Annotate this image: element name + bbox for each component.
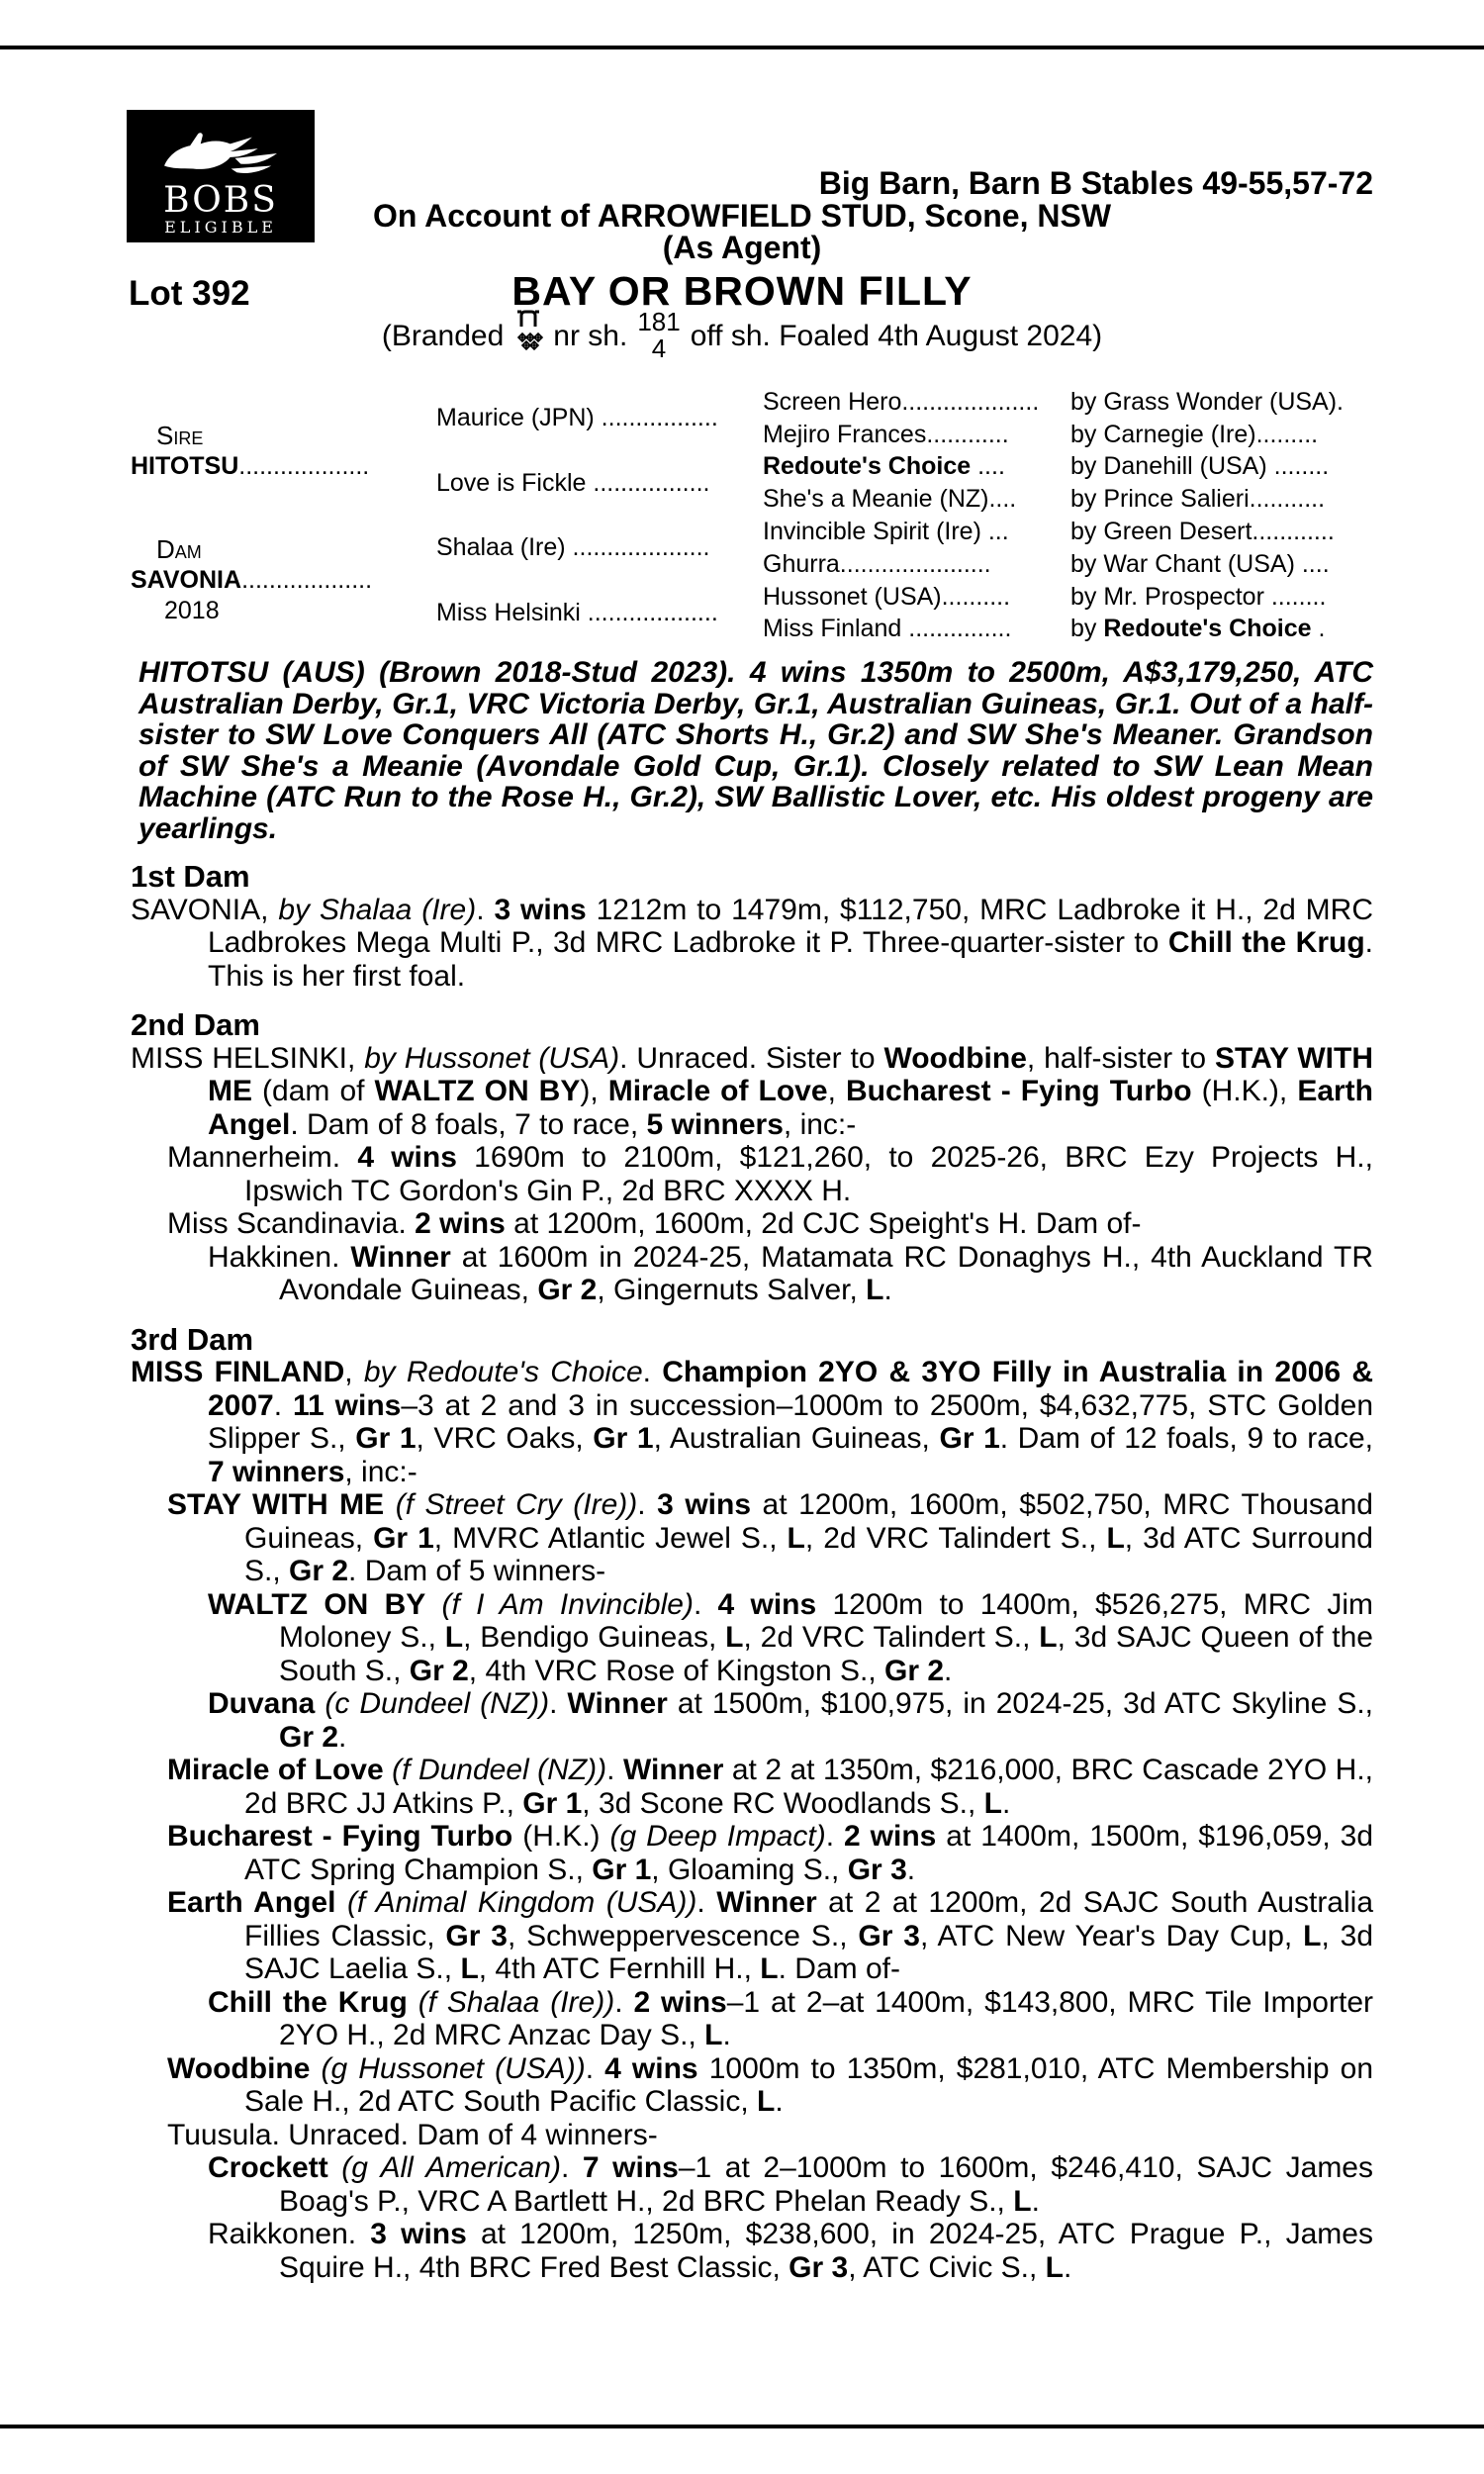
text-run: Bucharest - Fying Turbo	[845, 1075, 1192, 1107]
text-run: Bucharest - Fying Turbo	[167, 1820, 513, 1853]
text-run: , Australian Guineas,	[653, 1422, 940, 1455]
text-run: by Carnegie (Ire).........	[1070, 420, 1319, 448]
gen1-name	[131, 565, 372, 596]
pedigree-gen2-cell: Love is Fickle .................	[436, 468, 710, 497]
text-run: Gr 2	[409, 1654, 469, 1687]
text-run: Winner	[567, 1687, 668, 1720]
horse-entry	[131, 1588, 1373, 1688]
text-run: .	[1001, 1786, 1011, 1820]
text-run: MISS FINLAND	[131, 1356, 345, 1388]
text-run: (g Deep Impact)	[609, 1820, 826, 1853]
pedigree-gen3-row	[763, 386, 1373, 419]
text-run: Gr 2	[884, 1654, 945, 1687]
text-run: Redoute's Choice	[1103, 615, 1312, 643]
brand-number-bottom: 4	[651, 333, 667, 363]
text-run: STAY WITH ME	[208, 1041, 1373, 1107]
dam-heading: 2nd Dam	[131, 1007, 260, 1042]
text-run: Earth Angel	[208, 1075, 1373, 1141]
horse-entry	[131, 1986, 1373, 2052]
text-run: , half-sister to	[1026, 1041, 1215, 1075]
text-run: , 3d Scone RC Woodlands S.,	[582, 1786, 984, 1820]
top-rule	[0, 46, 1484, 49]
text-run: Crockett	[208, 2151, 328, 2184]
text-run: (f Dundeel (NZ))	[392, 1754, 607, 1786]
text-run: (H.K.)	[512, 1820, 610, 1853]
text-run: ...................	[241, 566, 373, 595]
pedigree-gen2-cell: Shalaa (Ire) ....................	[436, 533, 710, 562]
text-run: MISS HELSINKI,	[131, 1041, 365, 1075]
text-run: Screen Hero....................	[763, 387, 1040, 416]
gen3-sire	[1070, 615, 1373, 643]
text-run: .	[722, 2019, 731, 2051]
text-run: ...................	[238, 451, 370, 480]
text-run: HITOTSU	[131, 451, 239, 480]
text-run: by	[1070, 615, 1104, 643]
text-run: 1200m to 1400m, $526,275, MRC Jim Moloney S.,	[279, 1587, 1374, 1654]
brand-number-fraction	[637, 309, 680, 362]
text-run: Gr 1	[355, 1422, 417, 1455]
pedigree-gen2-cell: Maurice (JPN) .................	[436, 404, 718, 432]
text-run: Gr 3	[847, 1853, 907, 1886]
text-run: . Dam of-	[778, 1952, 900, 1985]
text-run: L	[983, 1786, 1002, 1820]
text-run: L	[1106, 1521, 1125, 1555]
horse-entry	[131, 1886, 1373, 1986]
text-run: at 1200m, 1600m, $502,750, MRC Thousand Guineas,	[244, 1488, 1373, 1555]
text-run: at 1600m in 2024-25, Matamata RC Donaghys H., 4th Auckland TR Avondale Guineas,	[279, 1240, 1373, 1306]
text-run: , 2d VRC Talindert S.,	[804, 1521, 1107, 1555]
logo-text-eligible: ELIGIBLE	[164, 218, 277, 237]
text-run: (H.K.),	[1191, 1075, 1298, 1107]
text-run: 3 wins	[494, 893, 587, 926]
text-run: Gr 1	[592, 1853, 652, 1886]
text-run: Hakkinen.	[208, 1240, 351, 1274]
text-run: by Grass Wonder (USA).	[1070, 387, 1345, 416]
text-run: ),	[580, 1075, 608, 1107]
text-run: . Dam of 5 winners-	[348, 1555, 606, 1587]
horse-entry	[131, 2052, 1373, 2119]
pedigree-gen3-row	[763, 516, 1373, 548]
horse-entry	[131, 2119, 1373, 2152]
text-run: .	[642, 1356, 663, 1388]
text-run: L	[866, 1274, 884, 1306]
consignor-line: On Account of ARROWFIELD STUD, Scone, NSW	[372, 198, 1112, 234]
pedigree-gen3-row	[763, 614, 1373, 646]
text-run	[425, 1588, 441, 1621]
text-run: Gr 1	[593, 1422, 654, 1455]
text-run: , 2d VRC Talindert S.,	[743, 1621, 1040, 1654]
text-run: Gr 1	[373, 1521, 434, 1555]
horse-entry	[131, 1042, 1373, 1142]
text-run: WALTZ ON BY	[208, 1587, 426, 1621]
text-run: L	[756, 2085, 776, 2118]
page-title: BAY OR BROWN FILLY	[511, 268, 973, 314]
text-run: L	[1013, 2184, 1032, 2218]
text-run: at 1200m, 1600m, 2d CJC Speight's H. Dam of-	[505, 1207, 1142, 1240]
brand-mark-icon	[511, 309, 545, 360]
text-run: WALTZ ON BY	[374, 1075, 581, 1107]
text-run: Earth Angel	[167, 1886, 336, 1919]
text-run: . This is her first foal.	[208, 926, 1373, 993]
text-run: Mejiro Frances............	[763, 420, 1009, 448]
text-run: Gr 3	[788, 2250, 849, 2284]
text-run: , Schweppervescence S.,	[507, 1919, 859, 1952]
text-run: L	[1045, 2250, 1064, 2284]
dam-heading: 3rd Dam	[131, 1321, 254, 1357]
pedigree-gen3-row	[763, 419, 1373, 451]
text-run: 1212m to 1479m, $112,750, MRC Ladbroke it H., 2d MRC Ladbrokes Mega Multi P., 3d MRC Ladbroke it P. Three-quarter-sister to	[208, 893, 1374, 959]
text-run: Miracle of Love	[167, 1754, 384, 1786]
text-run	[335, 1886, 347, 1919]
text-run: Ghurra......................	[763, 549, 991, 578]
text-run: Gr 1	[939, 1422, 1000, 1455]
text-run: .	[1064, 2250, 1072, 2284]
gen3-name	[763, 485, 1070, 514]
text-run: .	[906, 1853, 916, 1886]
text-run: , Gloaming S.,	[651, 1853, 848, 1886]
text-run: 4 wins	[717, 1587, 817, 1621]
gen3-name	[763, 421, 1070, 449]
text-run: Champion 2YO & 3YO Filly in Australia in 2006 & 2007	[208, 1356, 1374, 1422]
horse-entry	[131, 2151, 1373, 2218]
text-run: by Hussonet (USA)	[364, 1041, 620, 1075]
text-run: (c Dundeel (NZ))	[325, 1687, 550, 1720]
text-run: ....	[971, 452, 1005, 481]
gen3-sire	[1070, 550, 1373, 579]
text-run: 2 wins	[633, 1985, 727, 2019]
text-run: by Danehill (USA) ........	[1070, 452, 1330, 481]
text-run: 1690m to 2100m, $121,260, to 2025-26, BRC Ezy Projects H., Ipswich TC Gordon's Gin P., 2d BRC XXXX H.	[244, 1141, 1373, 1207]
text-run: She's a Meanie (NZ)....	[763, 485, 1017, 514]
gen3-name	[763, 550, 1070, 579]
text-run: L	[725, 1621, 744, 1654]
pedigree-gen3-row	[763, 548, 1373, 581]
text-run: .	[614, 1985, 634, 2019]
pedigree-table	[131, 386, 1373, 645]
text-run: –1 at 2–1000m to 1600m, $246,410, SAJC James Boag's P., VRC A Bartlett H., 2d BRC Phelan Ready S.,	[279, 2151, 1373, 2218]
text-run	[408, 1986, 418, 2019]
text-run: Redoute's Choice	[763, 452, 972, 481]
text-run: .	[338, 1720, 347, 1754]
text-run: , 3d ATC Surround S.,	[244, 1521, 1373, 1587]
text-run: STAY WITH ME	[167, 1488, 385, 1521]
pedigree-gen1-dam	[131, 516, 436, 645]
text-run: –1 at 2–at 1400m, $143,800, MRC Tile Importer 2YO H., 2d MRC Anzac Day S.,	[279, 1985, 1373, 2051]
text-run: at 2 at 1350m, $216,000, BRC Cascade 2YO H., 2d BRC JJ Atkins P.,	[244, 1754, 1373, 1820]
text-run: by Shalaa (Ire)	[278, 893, 477, 926]
text-run: Duvana	[208, 1687, 316, 1720]
text-run: 5 winners	[646, 1107, 784, 1141]
text-run: .	[476, 893, 495, 926]
text-run: .	[693, 1587, 718, 1621]
dam-year: 2018	[164, 597, 220, 625]
text-run: by War Chant (USA) ....	[1070, 549, 1330, 578]
text-run: , 4th ATC Fernhill H.,	[478, 1952, 761, 1985]
brand-suffix: off sh. Foaled 4th August 2024)	[690, 319, 1103, 352]
text-run: (f I Am Invincible)	[441, 1587, 694, 1621]
text-run: Woodbine	[883, 1041, 1027, 1075]
text-run: .	[606, 1754, 623, 1786]
text-run: .	[273, 1388, 294, 1422]
text-run: L	[1039, 1621, 1058, 1654]
brand-number-top: 181	[637, 307, 681, 336]
pedigree-gen3-row	[763, 451, 1373, 484]
text-run: Raikkonen.	[208, 2218, 371, 2250]
pedigree-gen3-row	[763, 483, 1373, 516]
horse-entry	[131, 1141, 1373, 1207]
text-run: 4 wins	[357, 1141, 457, 1174]
text-run: .	[549, 1687, 568, 1720]
text-run: Woodbine	[167, 2051, 311, 2085]
text-run: 7 winners	[208, 1455, 345, 1488]
pedigree-gen2-cell: Miss Helsinki ...................	[436, 599, 718, 627]
text-run: .	[1031, 2184, 1040, 2218]
horse-entry	[131, 1687, 1373, 1754]
horse-entry	[131, 1241, 1373, 1307]
text-run: Mannerheim.	[167, 1141, 358, 1174]
text-run: Invincible Spirit (Ire) ...	[763, 518, 1009, 546]
text-run: Gr 1	[522, 1786, 583, 1820]
text-run: 2 wins	[844, 1820, 937, 1853]
logo-text-bobs: BOBS	[163, 180, 278, 221]
sire-note	[139, 657, 1373, 844]
text-run: 2 wins	[415, 1207, 506, 1240]
text-run: Winner	[622, 1754, 724, 1786]
horse-entry	[131, 1820, 1373, 1886]
text-run: .	[775, 2085, 784, 2118]
text-run: Winner	[716, 1886, 817, 1919]
text-run: .	[883, 1274, 892, 1306]
text-run: at 1400m, 1500m, $196,059, 3d ATC Spring Champion S.,	[244, 1820, 1374, 1886]
text-run: by Mr. Prospector ........	[1070, 582, 1327, 611]
gen1-name	[131, 451, 369, 482]
text-run	[384, 1754, 392, 1786]
text-run: by Redoute's Choice	[363, 1356, 643, 1388]
barn-location: Big Barn, Barn B Stables 49-55,57-72	[818, 165, 1373, 201]
text-run: Gr 2	[289, 1555, 349, 1587]
horse-entry	[131, 1207, 1373, 1241]
gen3-name	[763, 518, 1070, 546]
gen3-sire	[1070, 421, 1373, 449]
text-run: .	[944, 1654, 953, 1687]
text-run: Miracle of Love	[607, 1075, 828, 1107]
text-run: .	[1311, 615, 1326, 643]
text-run	[384, 1488, 396, 1521]
pedigree-gen3-row	[763, 581, 1373, 614]
text-run: 7 wins	[582, 2151, 679, 2184]
text-run: , Gingernuts Salver,	[597, 1274, 867, 1306]
text-run: Chill the Krug	[208, 1985, 408, 2019]
text-run: 3 wins	[370, 2218, 467, 2250]
text-run: at 2 at 1200m, 2d SAJC South Australia Fillies Classic,	[244, 1886, 1374, 1952]
text-run: HITOTSU (AUS) (Brown 2018-Stud 2023). 4 wins 1350m to 2500m, A$3,179,250, ATC Australian Derby, Gr.1, VRC Victoria Derby, Gr.1, Australian Guineas, Gr.1. Out of a half-sister to SW Love Conquers All (ATC Shorts H., Gr.2) and SW She's Meaner. Grandson of SW She's a Meanie (Avondale Gold Cup, Gr.1). Closely related to SW Lean Mean Machine (ATC Run to the Rose H., Gr.2), SW Ballistic Lover, etc. His oldest progeny are yearlings.	[139, 656, 1373, 845]
horse-entry	[131, 1754, 1373, 1820]
generation-label: Sire	[156, 420, 204, 450]
text-run: (g Hussonet (USA))	[321, 2051, 586, 2085]
text-run: . Dam of 8 foals, 7 to race,	[290, 1107, 647, 1141]
text-run: , 3d SAJC Queen of the South S.,	[279, 1621, 1373, 1687]
text-run: (dam of	[252, 1075, 375, 1107]
text-run: at 1500m, $100,975, in 2024-25, 3d ATC Skyline S.,	[667, 1687, 1374, 1720]
text-run	[328, 2151, 342, 2184]
text-run: , 3d SAJC Laelia S.,	[244, 1919, 1374, 1985]
text-run: Chill the Krug	[1167, 926, 1365, 959]
text-run: 4 wins	[604, 2051, 698, 2085]
text-run: , inc:-	[783, 1107, 857, 1141]
gen3-name	[763, 615, 1070, 643]
brand-line	[0, 309, 1484, 366]
text-run: L	[1303, 1919, 1322, 1952]
text-run: (f Shalaa (Ire))	[417, 1985, 615, 2019]
bottom-rule	[0, 2425, 1484, 2428]
text-run: . Unraced. Sister to	[619, 1041, 884, 1075]
text-run: Miss Finland ...............	[763, 615, 1012, 643]
text-run: (g All American)	[341, 2151, 561, 2184]
text-run: (f Street Cry (Ire))	[395, 1488, 638, 1521]
brand-prefix: (Branded	[381, 319, 505, 352]
horse-entry	[131, 1488, 1373, 1588]
pedigree-gen1-sire	[131, 386, 436, 516]
text-run: SAVONIA,	[131, 893, 279, 926]
text-run: SAVONIA	[131, 566, 242, 595]
gen3-sire	[1070, 518, 1373, 546]
text-run: , ATC New Year's Day Cup,	[919, 1919, 1304, 1952]
gen3-sire	[1070, 485, 1373, 514]
text-run: .	[585, 2051, 605, 2085]
text-run: L	[460, 1952, 479, 1985]
text-run: 1000m to 1350m, $281,010, ATC Membership on Sale H., 2d ATC South Pacific Classic,	[244, 2051, 1374, 2118]
text-run: at 1200m, 1250m, $238,600, in 2024-25, ATC Prague P., James Squire H., 4th BRC Fred Best Classic,	[279, 2218, 1373, 2284]
text-run: , Bendigo Guineas,	[463, 1621, 726, 1654]
text-run: –3 at 2 and 3 in succession–1000m to 2500m, $4,632,775, STC Golden Slipper S.,	[208, 1388, 1374, 1455]
text-run: 3 wins	[657, 1488, 752, 1521]
text-run: by Green Desert............	[1070, 518, 1335, 546]
text-run: Miss Scandinavia.	[167, 1207, 416, 1240]
text-run: (f Animal Kingdom (USA))	[346, 1886, 697, 1919]
text-run: , inc:-	[344, 1455, 417, 1488]
text-run: .	[696, 1886, 717, 1919]
text-run: Gr 2	[537, 1274, 598, 1306]
text-run: Gr 2	[279, 1720, 339, 1754]
text-run: L	[760, 1952, 779, 1985]
text-run: ,	[344, 1356, 364, 1388]
agent-line: (As Agent)	[662, 230, 822, 265]
horse-entry	[131, 2218, 1373, 2284]
text-run: .	[637, 1488, 658, 1521]
text-run: L	[787, 1521, 805, 1555]
text-run: , ATC Civic S.,	[848, 2250, 1046, 2284]
text-run: , MVRC Atlantic Jewel S.,	[433, 1521, 788, 1555]
horse-head-icon	[157, 126, 284, 186]
text-run: 11 wins	[293, 1388, 402, 1422]
brand-near-shoulder: nr sh.	[553, 319, 628, 352]
text-run: Gr 3	[445, 1919, 508, 1952]
horse-entry	[131, 1356, 1373, 1488]
text-run: L	[704, 2019, 723, 2051]
text-run: . Dam of 12 foals, 9 to race,	[999, 1422, 1374, 1455]
text-run	[315, 1687, 325, 1720]
text-run: by Prince Salieri...........	[1070, 485, 1326, 514]
text-run: .	[560, 2151, 583, 2184]
text-run: ,	[827, 1075, 846, 1107]
gen3-name	[763, 583, 1070, 612]
text-run: Hussonet (USA)..........	[763, 582, 1011, 611]
text-run: Tuusula. Unraced. Dam of 4 winners-	[167, 2118, 658, 2151]
text-run: , 4th VRC Rose of Kingston S.,	[468, 1654, 884, 1687]
text-run: , VRC Oaks,	[416, 1422, 594, 1455]
gen3-sire	[1070, 583, 1373, 612]
text-run: L	[444, 1621, 464, 1654]
gen3-name	[763, 388, 1070, 417]
text-run	[310, 2052, 321, 2085]
gen3-sire	[1070, 452, 1373, 481]
horse-entry	[131, 894, 1373, 994]
generation-label: Dam	[156, 534, 202, 565]
lot-number: Lot 392	[129, 274, 250, 313]
text-run: Gr 3	[858, 1919, 920, 1952]
gen3-name	[763, 452, 1070, 481]
text-run: .	[825, 1820, 845, 1853]
text-run: Winner	[350, 1240, 451, 1274]
dam-heading: 1st Dam	[131, 859, 250, 894]
gen3-sire	[1070, 388, 1373, 417]
pedigree-details	[131, 657, 1373, 2284]
